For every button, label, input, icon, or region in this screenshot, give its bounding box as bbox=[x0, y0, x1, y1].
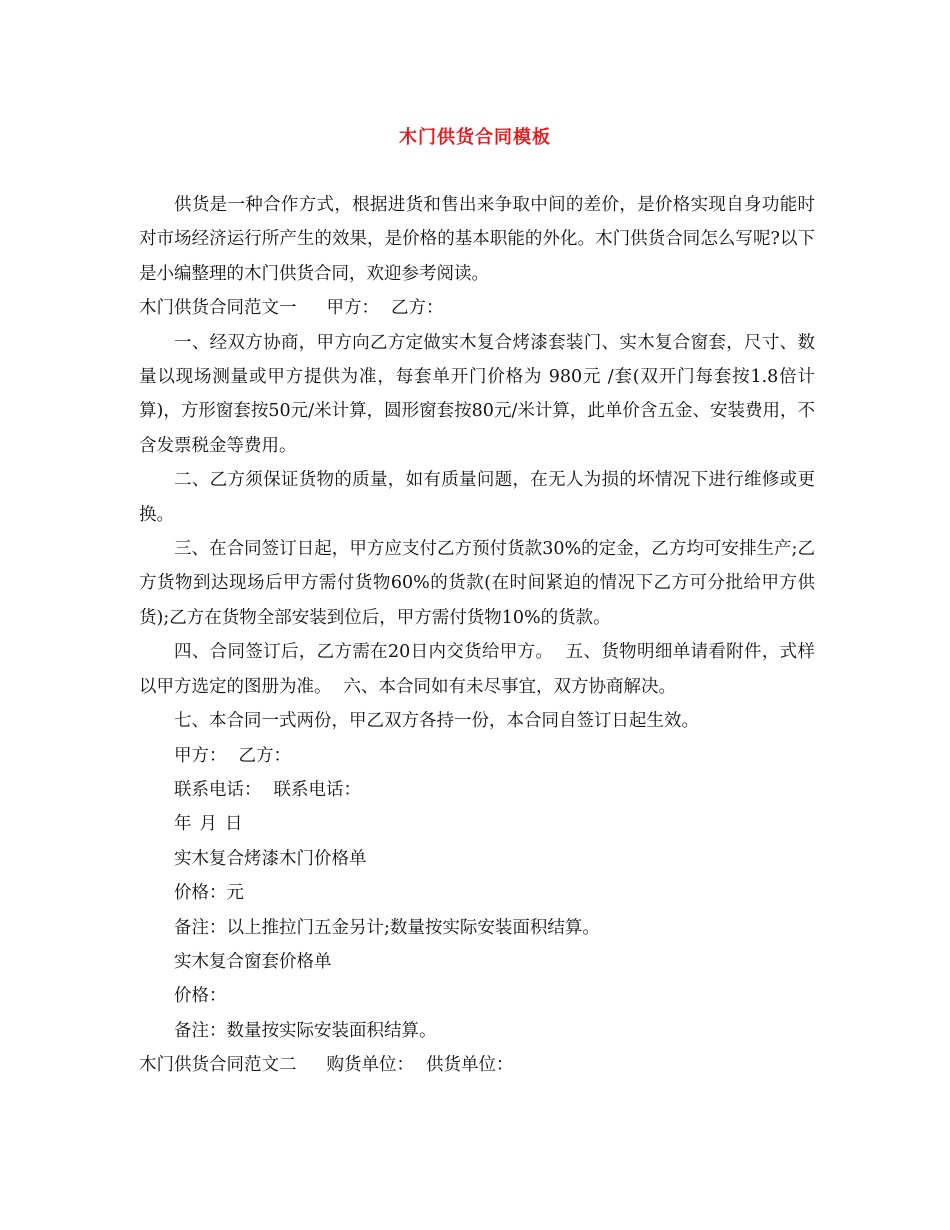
clause-1: 一、经双方协商，甲方向乙方定做实木复合烤漆套装门、实木复合窗套，尺寸、数量以现场测量或甲方提供为准，每套单开门价格为 980元 /套(双开门每套按1.8倍计算)，方形窗套按50元/米计算，圆形窗套按80元/米计算，此单价含五金、安装费用，不含发票税金等费用。 bbox=[139, 332, 815, 456]
date-month: 月 bbox=[199, 814, 217, 835]
sample1-heading-line bbox=[139, 291, 815, 325]
intro-paragraph: 供货是一种合作方式，根据进货和售出来争取中间的差价，是价格实现自身功能时对市场经济运行所产生的效果，是价格的基本职能的外化。木门供货合同怎么写呢?以下是小编整理的木门供货合同，欢迎参考阅读。 bbox=[139, 195, 815, 284]
supplier-label: 供货单位： bbox=[426, 1055, 514, 1076]
date-day: 日 bbox=[225, 814, 243, 835]
door-price-list-title: 实木复合烤漆木门价格单 bbox=[174, 848, 367, 869]
phone-b-label: 联系电话： bbox=[273, 779, 361, 800]
phone-a-label: 联系电话： bbox=[174, 779, 262, 800]
window-price-list-title: 实木复合窗套价格单 bbox=[174, 951, 332, 972]
sign-party-b: 乙方： bbox=[238, 745, 291, 766]
document-body bbox=[139, 188, 815, 1083]
window-price: 价格： bbox=[174, 986, 227, 1007]
buyer-label: 购货单位： bbox=[326, 1055, 414, 1076]
clause-6: 六、本合同如有未尽事宜，双方协商解决。 bbox=[343, 676, 676, 697]
date-year: 年 bbox=[174, 814, 192, 835]
clause-4: 四、合同签订后，乙方需在20日内交货给甲方。 bbox=[174, 642, 554, 663]
clause-5: 五、货物明细单请看附件，式样以甲方选定的图册为准。 bbox=[139, 642, 815, 697]
party-b-label: 乙方： bbox=[391, 298, 444, 319]
clause-4-5-6 bbox=[139, 635, 815, 704]
party-a-label: 甲方： bbox=[326, 298, 379, 319]
sample1-heading: 木门供货合同范文一 bbox=[139, 298, 297, 319]
sample2-heading: 木门供货合同范文二 bbox=[139, 1055, 297, 1076]
clause-2: 二、乙方须保证货物的质量，如有质量问题，在无人为损的坏情况下进行维修或更换。 bbox=[139, 470, 815, 525]
sign-party-a: 甲方： bbox=[174, 745, 227, 766]
door-note: 备注：以上推拉门五金另计;数量按实际安装面积结算。 bbox=[174, 917, 600, 938]
signature-date bbox=[139, 807, 815, 841]
sample2-heading-line bbox=[139, 1048, 815, 1082]
window-note: 备注：数量按实际安装面积结算。 bbox=[174, 1020, 437, 1041]
contact-phones bbox=[139, 773, 815, 807]
document-title: 木门供货合同模板 bbox=[399, 127, 551, 148]
signature-parties bbox=[139, 739, 815, 773]
clause-3: 三、在合同签订日起，甲方应支付乙方预付货款30%的定金，乙方均可安排生产;乙方货物到达现场后甲方需付货物60%的货款(在时间紧迫的情况下乙方可分批给甲方供货);乙方在货物全部安装到位后，甲方需付货物10%的货款。 bbox=[139, 539, 815, 628]
clause-7: 七、本合同一式两份，甲乙双方各持一份，本合同自签订日起生效。 bbox=[174, 711, 699, 732]
door-price: 价格：元 bbox=[174, 883, 244, 904]
